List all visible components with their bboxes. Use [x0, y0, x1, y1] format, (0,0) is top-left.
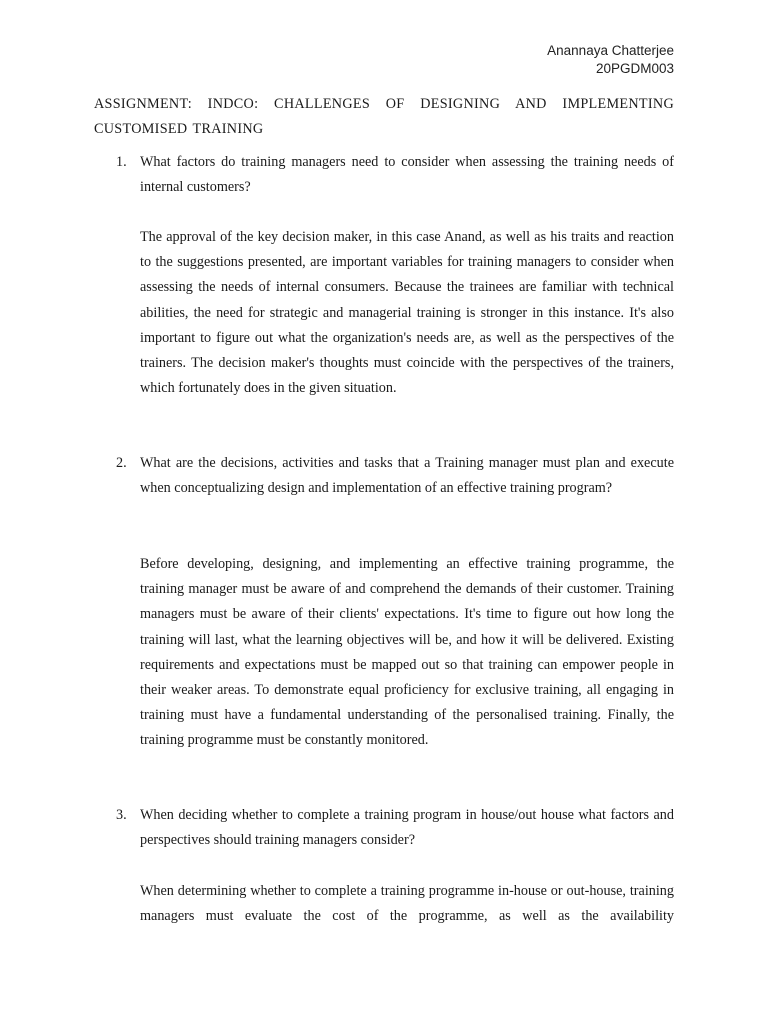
- question-number: 3.: [116, 807, 127, 823]
- author-name: Anannaya Chatterjee: [547, 43, 674, 58]
- author-header: [547, 42, 674, 78]
- answer-3: When determining whether to complete a training programme in-house or out-house, training managers must evaluate the cost of the programme, as well as the availability: [140, 883, 674, 925]
- question-3: [116, 803, 674, 853]
- roll-number: 20PGDM003: [595, 61, 674, 76]
- question-number: 2.: [116, 455, 127, 471]
- question-text: When deciding whether to complete a training program in house/out house what factors and perspectives should training managers consider?: [140, 807, 674, 848]
- answer-1: The approval of the key decision maker, in this case Anand, as well as his traits and reaction to the suggestions presented, are important variables for training managers to consider when assessing the needs of internal consumers. Because the trainees are familiar with technical abilities, the need for strategic and managerial training is stronger in this instance. It's also important to figure out what the organization's needs are, as well as the perspectives of the trainers. The decision maker's thoughts must coincide with the perspectives of the trainers, which fortunately does in the given situation.: [140, 229, 674, 397]
- question-1: [116, 150, 674, 200]
- question-number: 1.: [116, 154, 127, 170]
- question-2: [116, 451, 674, 501]
- question-text: What are the decisions, activities and tasks that a Training manager must plan and execute when conceptualizing design and implementation of an effective training program?: [140, 455, 674, 496]
- answer-2: Before developing, designing, and implementing an effective training programme, the training manager must be aware of and comprehend the demands of their customer. Training managers must be aware of their clients' expectations. It's time to figure out how long the training will last, what the learning objectives will be, and how it will be delivered. Existing requirements and expectations must be mapped out so that training can empower people in their weaker areas. To demonstrate equal proficiency for exclusive training, all engaging in training must have a fundamental understanding of the personalised training. Finally, the training programme must be constantly monitored.: [140, 556, 674, 749]
- assignment-title: ASSIGNMENT: INDCO: CHALLENGES OF DESIGNING AND IMPLEMENTING CUSTOMISED TRAINING: [94, 96, 674, 137]
- question-text: What factors do training managers need to consider when assessing the training needs of internal customers?: [140, 154, 674, 195]
